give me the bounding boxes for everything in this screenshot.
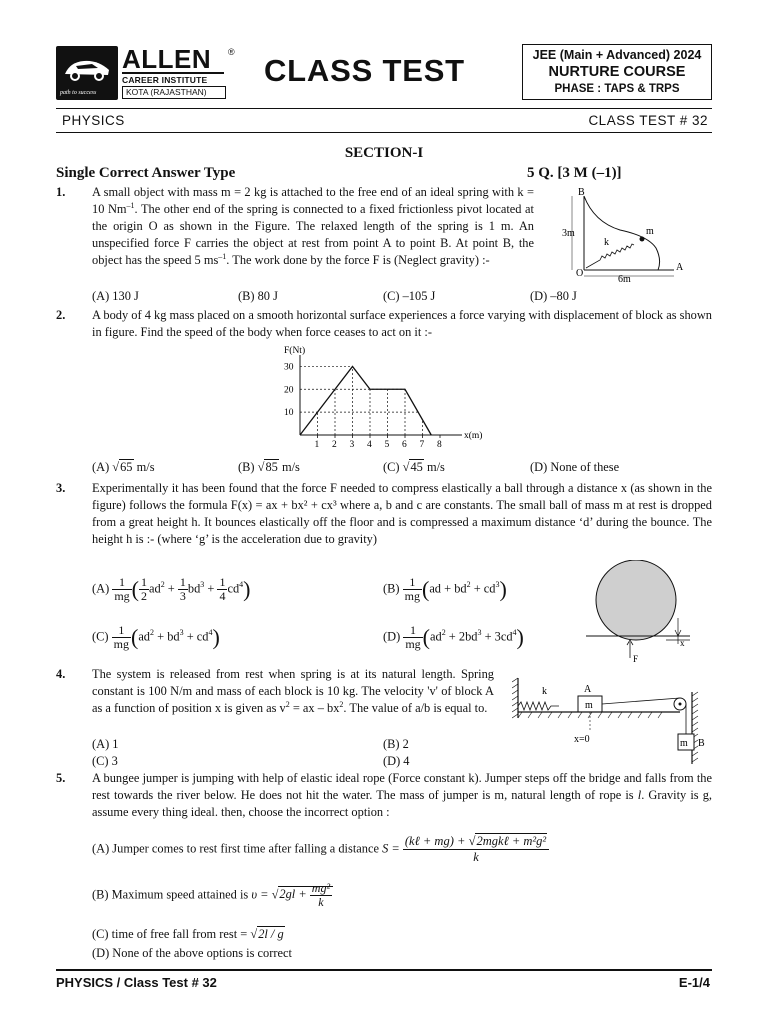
question-type: Single Correct Answer Type (56, 165, 236, 181)
label-A: A (584, 684, 592, 695)
label-F: F (633, 654, 639, 664)
y-axis-label: F(Nt) (284, 346, 306, 356)
spring-path-figure (562, 186, 702, 282)
question-5 (56, 770, 712, 966)
option-a[interactable]: (A) 130 J (92, 289, 139, 303)
option-a[interactable]: (A) $\frac{1}{mg}$ ( $\frac{1}{2}$ $ad^2$ + $\frac{1}{3}$ $bd^3$ + $\frac{1}{4}$ $cd^4$) (92, 575, 251, 603)
page-footer (56, 969, 712, 990)
course-box (522, 44, 712, 100)
x-tick-4: 4 (367, 440, 372, 450)
option-d[interactable]: (D) $\frac{1}{mg}$ $(ad^2 + 2bd^3 + 3cd^4)$ (383, 623, 524, 651)
question-4 (56, 666, 712, 770)
label-A: A (676, 262, 684, 273)
phase-name: PHASE : TAPS & TRPS (554, 83, 680, 95)
spring (518, 702, 559, 710)
page-number: E-1/4 (678, 975, 710, 990)
label-x: x (680, 638, 685, 648)
logo-car-emblem (56, 46, 118, 100)
label-B: B (698, 738, 705, 749)
question-3 (56, 480, 712, 664)
x-tick-2: 2 (332, 440, 337, 450)
question-2 (56, 307, 712, 479)
page-header (56, 44, 712, 102)
question-text: A small object with mass m = 2 kg is attached to the free end of an ideal spring with k = 10 $Nm^{-1}$. The other end of the spring is connected to a fixed frictionless pivot located at the origin O as shown in the Figure. The relaxed length of the spring is 1 m. An unspecified force F carries the object at rest from point A to point B. At point B, the object has the speed 5 $ms^{-1}$. The work done by the force F is (Neglect gravity) :- (92, 185, 534, 268)
y-tick-30: 30 (284, 362, 294, 373)
option-c[interactable]: (C) √45 m/s (383, 460, 445, 474)
exam-name: JEE (Main + Advanced) 2024 (532, 48, 702, 62)
option-b[interactable]: (B) $\frac{1}{mg}$ $(ad + bd^2 + cd^3)$ (383, 575, 507, 603)
grid-lines (300, 366, 423, 435)
marking-scheme: 5 Q. [3 M (–1)] (527, 165, 622, 181)
logo-location: KOTA (RAJASTHAN) (122, 86, 226, 99)
logo-tagline: path to success (60, 89, 97, 96)
option-c[interactable]: (C) 3 (92, 754, 118, 768)
label-m: m (646, 226, 654, 237)
option-d[interactable]: (D) 4 (383, 754, 410, 768)
question-text: The system is released from rest when spring is at its natural length. Spring constant is 100 N/m and mass of each block is 10 kg. The velocity 'v' of block A as a function of position x is given as $v^2$ = ax – $bx^2$. The value of a/b is equal to. (92, 667, 494, 716)
ball-compression-figure (586, 560, 712, 664)
question-text: Experimentally it has been found that the force F needed to compress elastically a ball through a distance x (as shown in the figure) follows the formula F(x) = ax + bx² + cx³ where a, b and c are constants. The small ball of mass m at rest is dropped from a great height h. It bounces elastically off the floor and is compressed a maximum distance ‘d’ during the bounce. The height h is :- (where ‘g’ is the acceleration due to gravity) (92, 481, 712, 547)
label-x0: x=0 (574, 734, 590, 745)
option-b[interactable]: (B) Maximum speed attained is υ = √2gl + $\frac{\text{mg²}}{k}$ (92, 882, 333, 909)
option-a[interactable]: (A) Jumper comes to rest first time after falling a distance S = $\frac{\text{(kℓ + mg) + √2mgkℓ + m²g²}}{k}$ (92, 834, 549, 865)
option-d[interactable]: (D) None of the above options is correct (92, 946, 292, 960)
x-ticks (315, 435, 443, 450)
page-title: CLASS TEST (264, 53, 465, 88)
label-k: k (604, 237, 609, 248)
x-tick-5: 5 (384, 440, 390, 450)
x-axis-label: x(m) (464, 431, 483, 441)
logo-institute: CAREER INSTITUTE (122, 75, 208, 85)
question-text: A body of 4 kg mass placed on a smooth horizontal surface experiences a force varying with displacement of block as shown in figure. Find the speed of the body when force ceases to act on it :- (92, 308, 712, 340)
option-d[interactable]: (D) –80 J (530, 289, 577, 303)
block-a-mass: m (585, 700, 593, 711)
test-number: CLASS TEST # 32 (588, 113, 708, 128)
question-number: 1. (56, 185, 66, 199)
option-b[interactable]: (B) 80 J (238, 289, 278, 303)
label-B: B (578, 187, 585, 198)
ball (596, 560, 676, 640)
force-displacement-chart (266, 343, 506, 453)
registered-mark: ® (228, 47, 235, 57)
option-a[interactable]: (A) √65 m/s (92, 460, 155, 474)
option-c[interactable]: (C) –105 J (383, 289, 436, 303)
footer-subject: PHYSICS / Class Test # 32 (56, 975, 217, 990)
allen-logo (56, 44, 235, 100)
question-1 (56, 184, 712, 306)
question-text: A bungee jumper is jumping with help of elastic ideal rope (Force constant k). Jumper steps off the bridge and falls from the rest towards the river below. He does not hit the water. The mass of jumper is m, natural length of rope is l. Gravity is g, assume every thing ideal. then, choose the incorrect option : (92, 771, 712, 820)
subject-label: PHYSICS (62, 113, 125, 128)
question-number: 3. (56, 481, 66, 495)
question-number: 2. (56, 308, 66, 322)
x-tick-8: 8 (437, 440, 442, 450)
x-tick-6: 6 (402, 440, 407, 450)
option-b[interactable]: (B) √85 m/s (238, 460, 300, 474)
label-k: k (542, 686, 547, 697)
spring-block-pulley-figure (512, 672, 712, 764)
label-O: O (576, 268, 584, 279)
x-tick-3: 3 (349, 440, 355, 450)
y-tick-20: 20 (284, 385, 294, 396)
question-number: 5. (56, 771, 66, 785)
section-title: SECTION-I (344, 145, 424, 161)
option-c[interactable]: (C) time of free fall from rest = √2l / g (92, 927, 284, 941)
y-ticks (284, 362, 294, 418)
label-6m: 6m (618, 274, 631, 282)
option-b[interactable]: (B) 2 (383, 737, 409, 751)
x-tick-7: 7 (419, 440, 425, 450)
x-tick-1: 1 (314, 440, 320, 450)
course-name: NURTURE COURSE (548, 64, 686, 80)
logo-name: ALLEN (122, 46, 224, 74)
car-icon (62, 52, 112, 84)
option-d[interactable]: (D) None of these (530, 460, 620, 474)
question-number: 4. (56, 667, 66, 681)
force-series-line (300, 366, 431, 435)
option-c[interactable]: (C) $\frac{1}{mg}$ $(ad^2 + bd^3 + cd^4)$ (92, 623, 220, 651)
label-3m: 3m (562, 228, 575, 239)
y-tick-10: 10 (284, 408, 294, 419)
block-b-mass: m (680, 738, 688, 749)
subject-bar (56, 108, 712, 133)
option-a[interactable]: (A) 1 (92, 737, 119, 751)
